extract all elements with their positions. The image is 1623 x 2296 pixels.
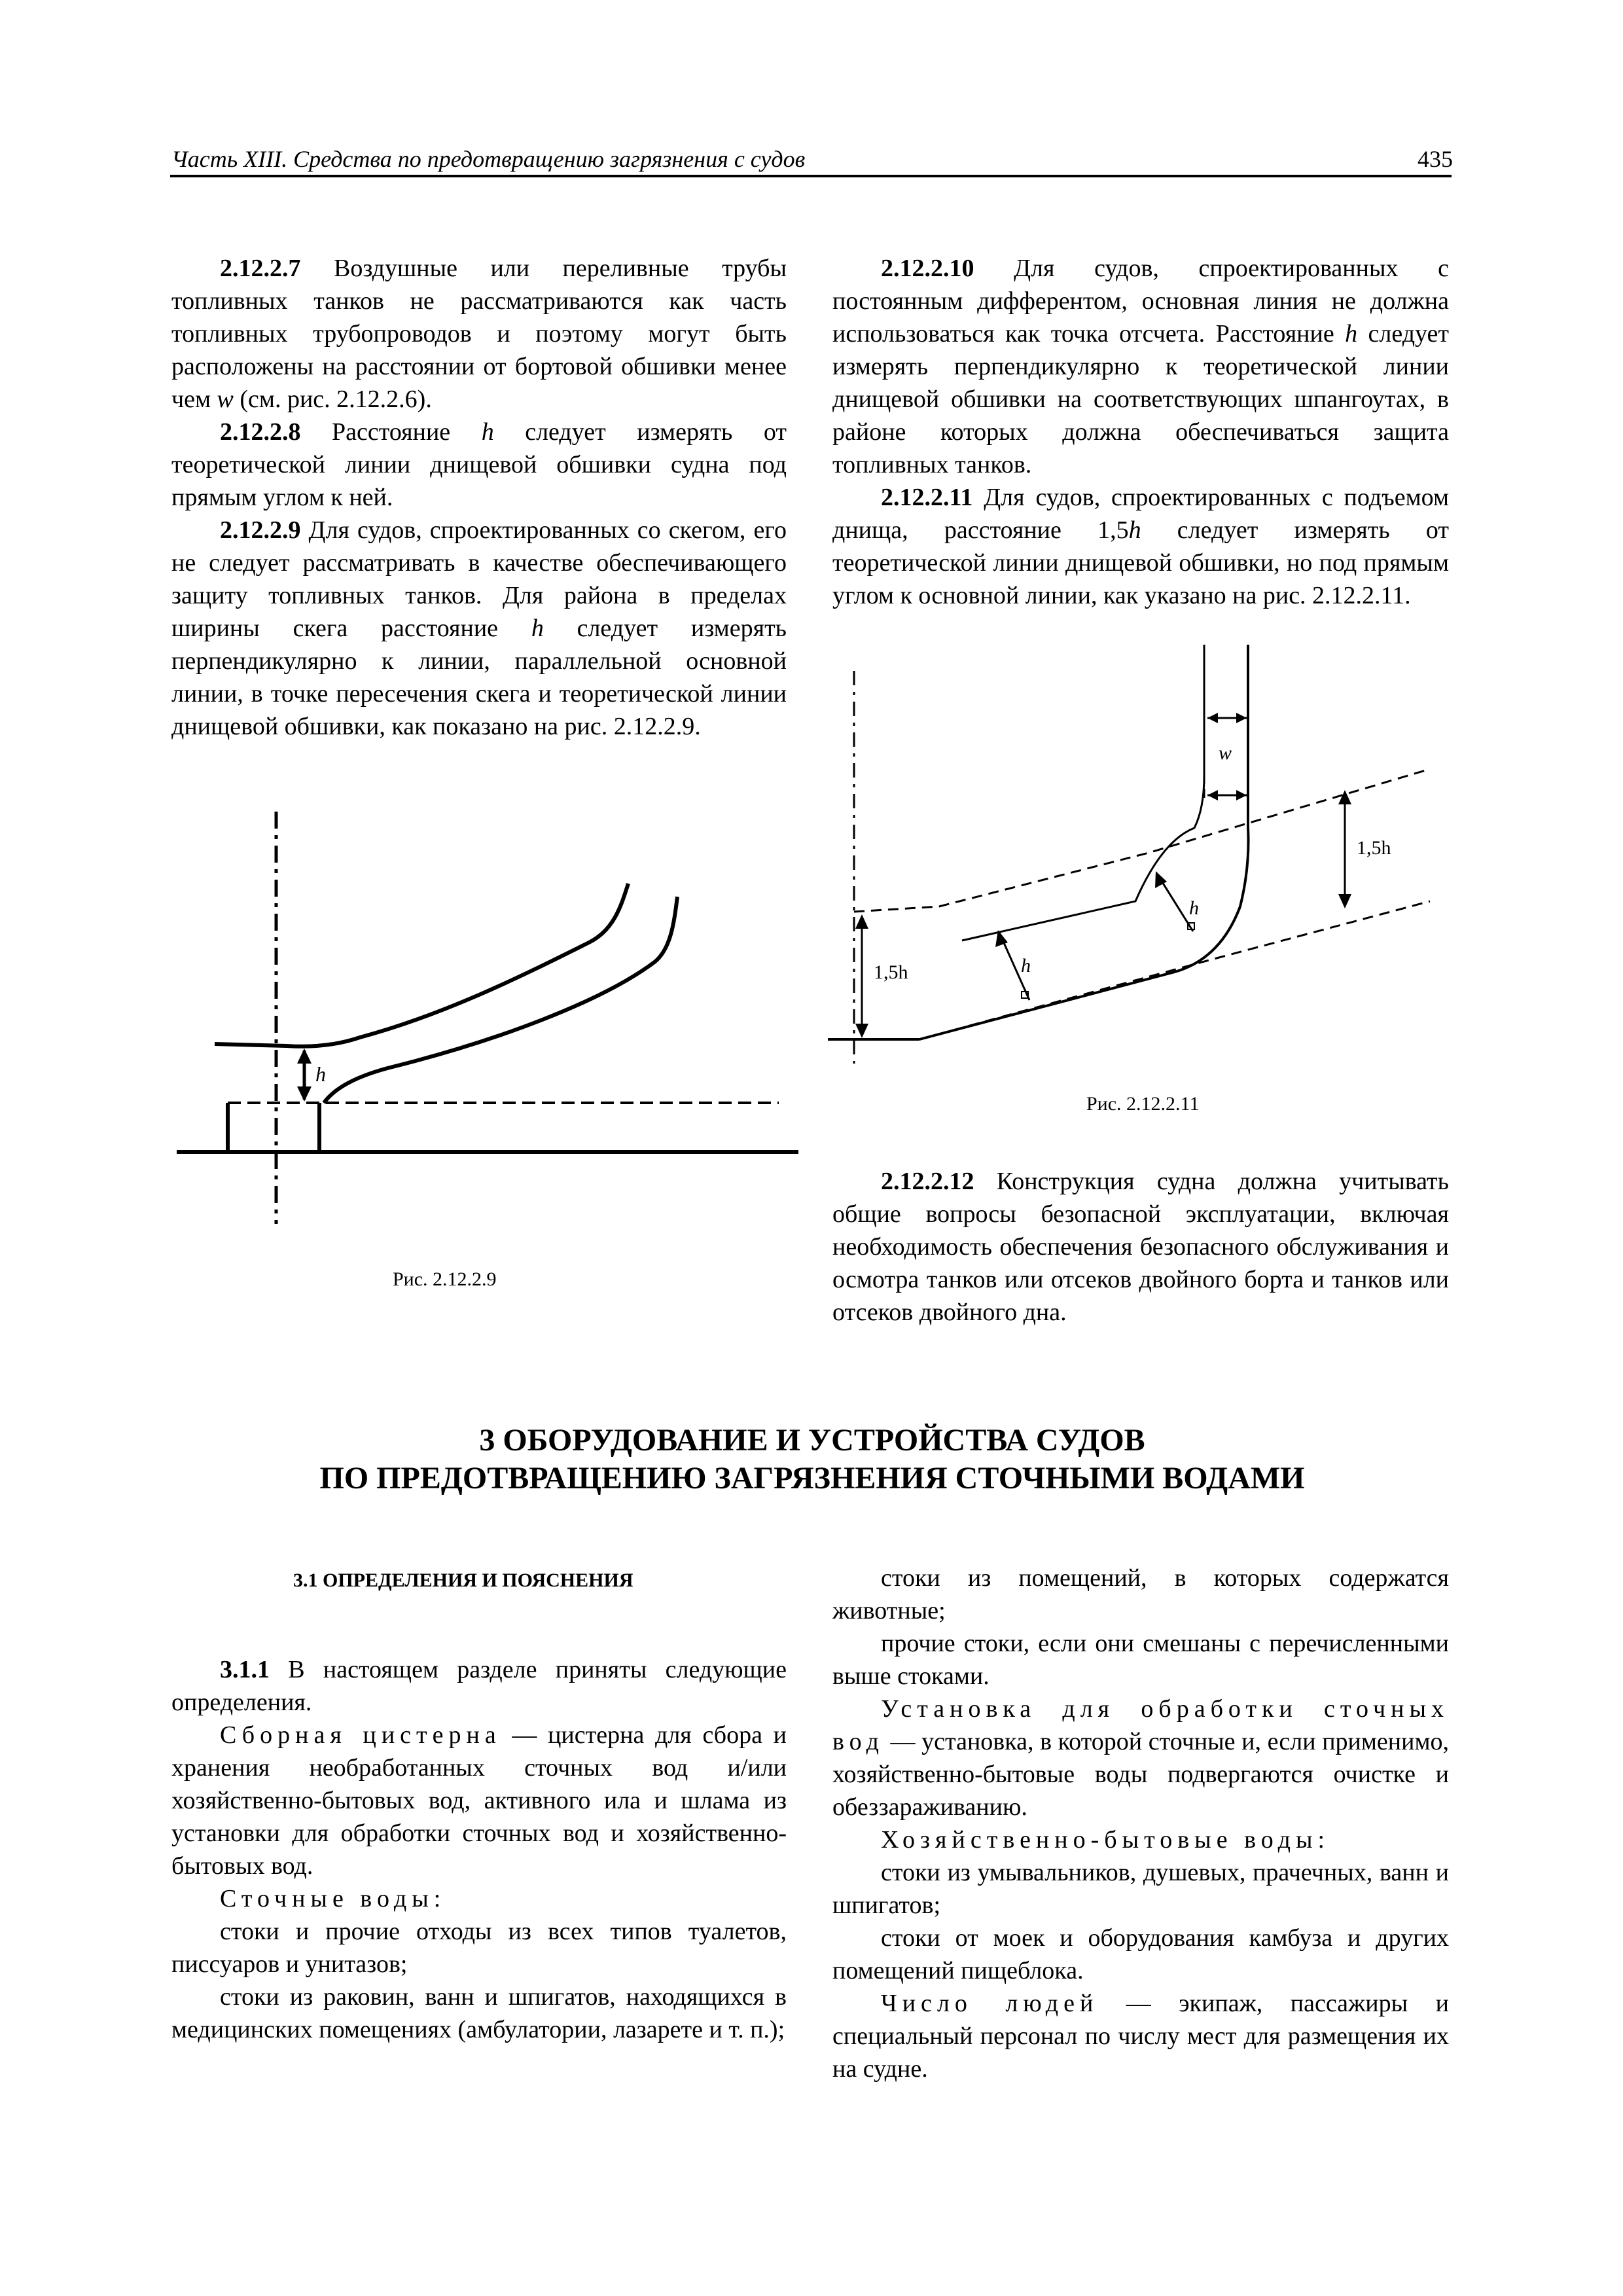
definition-grey-water <box>832 1823 1449 1856</box>
paragraph-text: — установка, в которой сточные и, если применимо, хозяйственно-бытовые воды подвергаются очистке и обеззараживанию. <box>832 1728 1449 1821</box>
variable: w <box>217 386 234 413</box>
defined-term: Сборная цистерна <box>220 1721 501 1749</box>
paragraph-number: 2.12.2.7 <box>220 255 301 282</box>
paragraph-text: следует измерять перпендикулярно к линии, параллельной основной линии, в точке пересечения скега и теоретической линии днищевой обшивки, как показано на рис. 2.12.2.9. <box>171 615 787 740</box>
right-column-bottom <box>832 1562 1449 2085</box>
variable: h <box>481 418 494 446</box>
arrowhead <box>1338 894 1351 908</box>
left-column-bottom <box>171 1653 787 2046</box>
paragraph-text: стоки из помещений, в которых содержатся животные; <box>832 1564 1449 1624</box>
variable: h <box>531 615 544 642</box>
paragraph-text: В настоящем разделе приняты следующие определения. <box>171 1656 787 1716</box>
hull-line <box>919 645 1249 1039</box>
figure-2-12-2-9 <box>170 805 812 1224</box>
label-h: h <box>315 1062 326 1086</box>
paragraph-2-12-2-10 <box>832 252 1449 481</box>
paragraph-number: 2.12.2.10 <box>881 255 974 282</box>
paragraph-number: 2.12.2.9 <box>220 516 301 544</box>
label-h-upper: h <box>1189 897 1199 919</box>
definition-sewage-treatment-plant <box>832 1693 1449 1823</box>
paragraph-text: стоки из раковин, ванн и шпигатов, находящихся в медицинских помещениях (амбулатории, лазарете и т. п.); <box>171 1983 787 2043</box>
right-column-top <box>832 252 1449 612</box>
paragraph-text: Для судов, спроектированных с постоянным дифферентом, основная линия не должна использоваться как точка отсчета. Расстояние <box>832 255 1449 348</box>
paragraph-text: Воздушные или переливные трубы топливных танков не рассматриваются как часть топливных трубопроводов и поэтому могут быть расположены на расстоянии от бортовой обшивки менее чем <box>171 255 787 413</box>
arrowhead <box>297 1086 312 1102</box>
running-header-title: Часть XIII. Средства по предотвращению загрязнения с судов <box>171 146 806 172</box>
paragraph-number: 2.12.2.12 <box>881 1168 974 1195</box>
right-column-mid <box>832 1165 1449 1329</box>
paragraph-text: стоки от моек и оборудования камбуза и других помещений пищеблока. <box>832 1924 1449 1984</box>
label-1-5h-right: 1,5h <box>1357 837 1391 859</box>
variable: h <box>1345 320 1358 348</box>
arrowhead <box>1236 790 1247 800</box>
paragraph-text: стоки из умывальников, душевых, прачечных, ванн и шпигатов; <box>832 1859 1449 1919</box>
defined-term: Хозяйственно-бытовые воды: <box>881 1826 1330 1854</box>
section-title-line: ПО ПРЕДОТВРАЩЕНИЮ ЗАГРЯЗНЕНИЯ СТОЧНЫМИ ВОДАМИ <box>319 1461 1305 1496</box>
paragraph-text: следует измерять от теоретической линии днищевой обшивки судна под прямым углом к ней. <box>171 418 787 511</box>
arrowhead <box>1207 790 1218 800</box>
paragraph-text: Для судов, спроектированных с подъемом днища, расстояние 1,5 <box>832 484 1449 544</box>
section-title-line: 3 ОБОРУДОВАНИЕ И УСТРОЙСТВА СУДОВ <box>479 1423 1145 1458</box>
paragraph-text: прочие стоки, если они смешаны с перечисленными выше стоками. <box>832 1630 1449 1690</box>
upper-offset-line <box>854 769 1430 912</box>
inner-hull-line <box>962 645 1204 941</box>
hull-line <box>324 897 677 1103</box>
paragraph-2-12-2-7 <box>171 252 787 416</box>
paragraph-text: стоки и прочие отходы из всех типов туалетов, писсуаров и унитазов; <box>171 1918 787 1978</box>
arrowhead <box>1236 713 1247 723</box>
header-rule <box>170 175 1452 177</box>
paragraph-text: следует измерять перпендикулярно к теоретической линии днищевой обшивки на соответствующих шпангоутах, в районе которых должна обеспечиваться защита топливных танков. <box>832 320 1449 478</box>
label-1-5h-left: 1,5h <box>874 961 908 983</box>
section-title <box>171 1422 1453 1498</box>
figure-caption-2-12-2-9: Рис. 2.12.2.9 <box>393 1268 497 1290</box>
arrowhead <box>1207 713 1218 723</box>
arrowhead <box>297 1049 312 1064</box>
paragraph-text: Для судов, спроектированных со скегом, его не следует рассматривать в качестве обеспечивающего защиту топливных танков. Для района в пределах ширины скега расстояние <box>171 516 787 642</box>
definition-sewage <box>171 1882 787 1915</box>
paragraph-text: (см. рис. 2.12.2.6). <box>233 386 432 413</box>
defined-term: Число людей <box>881 1990 1099 2017</box>
paragraph-2-12-2-11 <box>832 481 1449 612</box>
paragraph-text: следует измерять от теоретической линии днищевой обшивки, но под прямым углом к основной линии, как указано на рис. 2.12.2.11. <box>832 516 1449 609</box>
arrowhead <box>855 1024 868 1038</box>
variable: h <box>1128 516 1141 544</box>
paragraph-number: 2.12.2.8 <box>220 418 301 446</box>
label-h-lower: h <box>1021 955 1031 977</box>
paragraph-2-12-2-9 <box>171 514 787 743</box>
paragraph-2-12-2-8 <box>171 416 787 514</box>
paragraph-2-12-2-12 <box>832 1165 1449 1329</box>
paragraph-3-1-1 <box>171 1653 787 1719</box>
arrowhead <box>855 914 868 929</box>
paragraph-text: — экипаж, пассажиры и специальный персонал по числу мест для размещения их на судне. <box>832 1990 1449 2083</box>
figure-2-12-2-11 <box>821 645 1456 1103</box>
defined-term: Сточные воды: <box>220 1885 446 1912</box>
paragraph-text: — цистерна для сбора и хранения необработанных сточных вод и/или хозяйственно-бытовых вод, активного ила и шлама из установки для обработки сточных вод и хозяйственно-бытовых вод. <box>171 1721 787 1880</box>
label-w: w <box>1219 742 1232 764</box>
defined-term: Установка для обработки сточных вод <box>832 1695 1449 1755</box>
skeg <box>228 1103 319 1152</box>
paragraph-text: Конструкция судна должна учитывать общие вопросы безопасной эксплуатации, включая необходимость обеспечения безопасного обслуживания и осмотра танков или отсеков двойного борта и танков или отсеков двойного дна. <box>832 1168 1449 1326</box>
paragraph-number: 3.1.1 <box>220 1656 270 1683</box>
definition-collection-tank <box>171 1719 787 1882</box>
paragraph-text: Расстояние <box>300 418 482 446</box>
definition-number-of-persons <box>832 1987 1449 2085</box>
page-number: 435 <box>1418 146 1453 172</box>
left-column-top <box>171 252 787 743</box>
subsection-title: 3.1 ОПРЕДЕЛЕНИЯ И ПОЯСНЕНИЯ <box>293 1570 633 1591</box>
figure-caption-2-12-2-11: Рис. 2.12.2.11 <box>1086 1093 1200 1115</box>
paragraph-number: 2.12.2.11 <box>881 484 973 511</box>
